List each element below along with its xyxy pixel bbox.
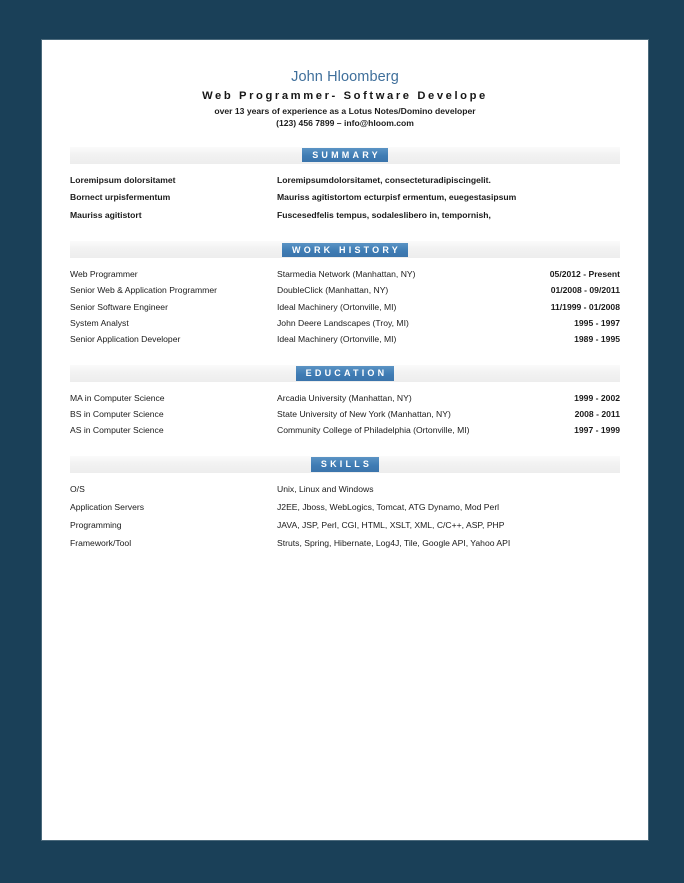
table-row [70,207,620,225]
row-detail: Mauriss agitistortom ecturpisf ermentum, euegestasipsum [277,192,517,203]
section-heading-work-history: WORK HISTORY [282,243,408,257]
candidate-job-title: Web Programmer- Software Develope [202,90,488,103]
row-detail: JAVA, JSP, Perl, CGI, HTML, XSLT, XML, C/C++, ASP, PHP [277,520,505,531]
row-label: Web Programmer [70,268,138,279]
row-label: AS in Computer Science [70,425,164,436]
section-rows-work-history [70,266,620,348]
row-label: System Analyst [70,317,129,328]
table-row [70,517,620,535]
resume-header [70,40,620,130]
row-detail: Community College of Philadelphia (Ortonville, MI) [277,425,470,436]
section-band-work-history [70,241,620,258]
table-row [70,390,620,406]
row-detail: State University of New York (Manhattan, NY) [277,408,451,419]
row-label: MA in Computer Science [70,392,165,403]
candidate-contact: (123) 456 7899 – info@hloom.com [276,117,414,128]
section-band-skills [70,456,620,473]
section-skills [70,456,620,553]
row-detail: Unix, Linux and Windows [277,484,374,495]
row-date: 1997 - 1999 [574,425,620,436]
row-date: 2008 - 2011 [574,408,620,419]
resume-content [42,40,648,553]
section-rows-summary [70,172,620,225]
section-work-history [70,241,620,348]
row-detail: J2EE, Jboss, WebLogics, Tomcat, ATG Dynamo, Mod Perl [277,502,500,513]
row-label: Framework/Tool [70,538,132,549]
section-summary [70,147,620,225]
table-row [70,535,620,553]
row-label: Loremipsum dolorsitamet [70,174,176,185]
section-heading-skills: SKILLS [311,457,379,471]
candidate-name: John Hloomberg [291,69,399,85]
resume-sections [70,147,620,553]
row-date: 01/2008 - 09/2011 [550,285,620,296]
row-label: Application Servers [70,502,145,513]
row-detail: Starmedia Network (Manhattan, NY) [277,268,416,279]
row-label: BS in Computer Science [70,408,164,419]
row-label: Senior Software Engineer [70,301,168,312]
section-rows-education [70,390,620,439]
table-row [70,315,620,331]
table-row [70,406,620,422]
resume-page [42,40,648,840]
table-row [70,172,620,190]
row-detail: Arcadia University (Manhattan, NY) [277,392,412,403]
row-detail: Loremipsumdolorsitamet, consecteturadipiscingelit. [277,174,491,185]
row-detail: Ideal Machinery (Ortonville, MI) [277,301,397,312]
table-row [70,266,620,282]
table-row [70,499,620,517]
table-row [70,189,620,207]
section-rows-skills [70,481,620,553]
row-label: O/S [70,484,85,495]
row-detail: Struts, Spring, Hibernate, Log4J, Tile, Google API, Yahoo API [277,538,511,549]
table-row [70,299,620,315]
row-detail: Ideal Machinery (Ortonville, MI) [277,334,397,345]
row-detail: John Deere Landscapes (Troy, MI) [277,317,409,328]
section-heading-summary: SUMMARY [302,148,388,162]
section-band-education [70,365,620,382]
table-row [70,481,620,499]
section-band-summary [70,147,620,164]
candidate-tagline: over 13 years of experience as a Lotus Notes/Domino developer [214,106,476,117]
row-label: Senior Application Developer [70,334,181,345]
row-date: 05/2012 - Present [549,268,620,279]
row-date: 1995 - 1997 [574,317,620,328]
row-date: 1999 - 2002 [574,392,620,403]
row-label: Senior Web & Application Programmer [70,285,217,296]
row-detail: Fuscesedfelis tempus, sodaleslibero in, tempornish, [277,209,491,220]
section-heading-education: EDUCATION [296,366,395,380]
table-row [70,332,620,348]
row-date: 11/1999 - 01/2008 [550,301,620,312]
row-label: Programming [70,520,122,531]
table-row [70,423,620,439]
row-detail: DoubleClick (Manhattan, NY) [277,285,389,296]
section-education [70,365,620,439]
row-label: Mauriss agitistort [70,209,142,220]
table-row [70,283,620,299]
row-label: Bornect urpisfermentum [70,192,171,203]
row-date: 1989 - 1995 [574,334,620,345]
